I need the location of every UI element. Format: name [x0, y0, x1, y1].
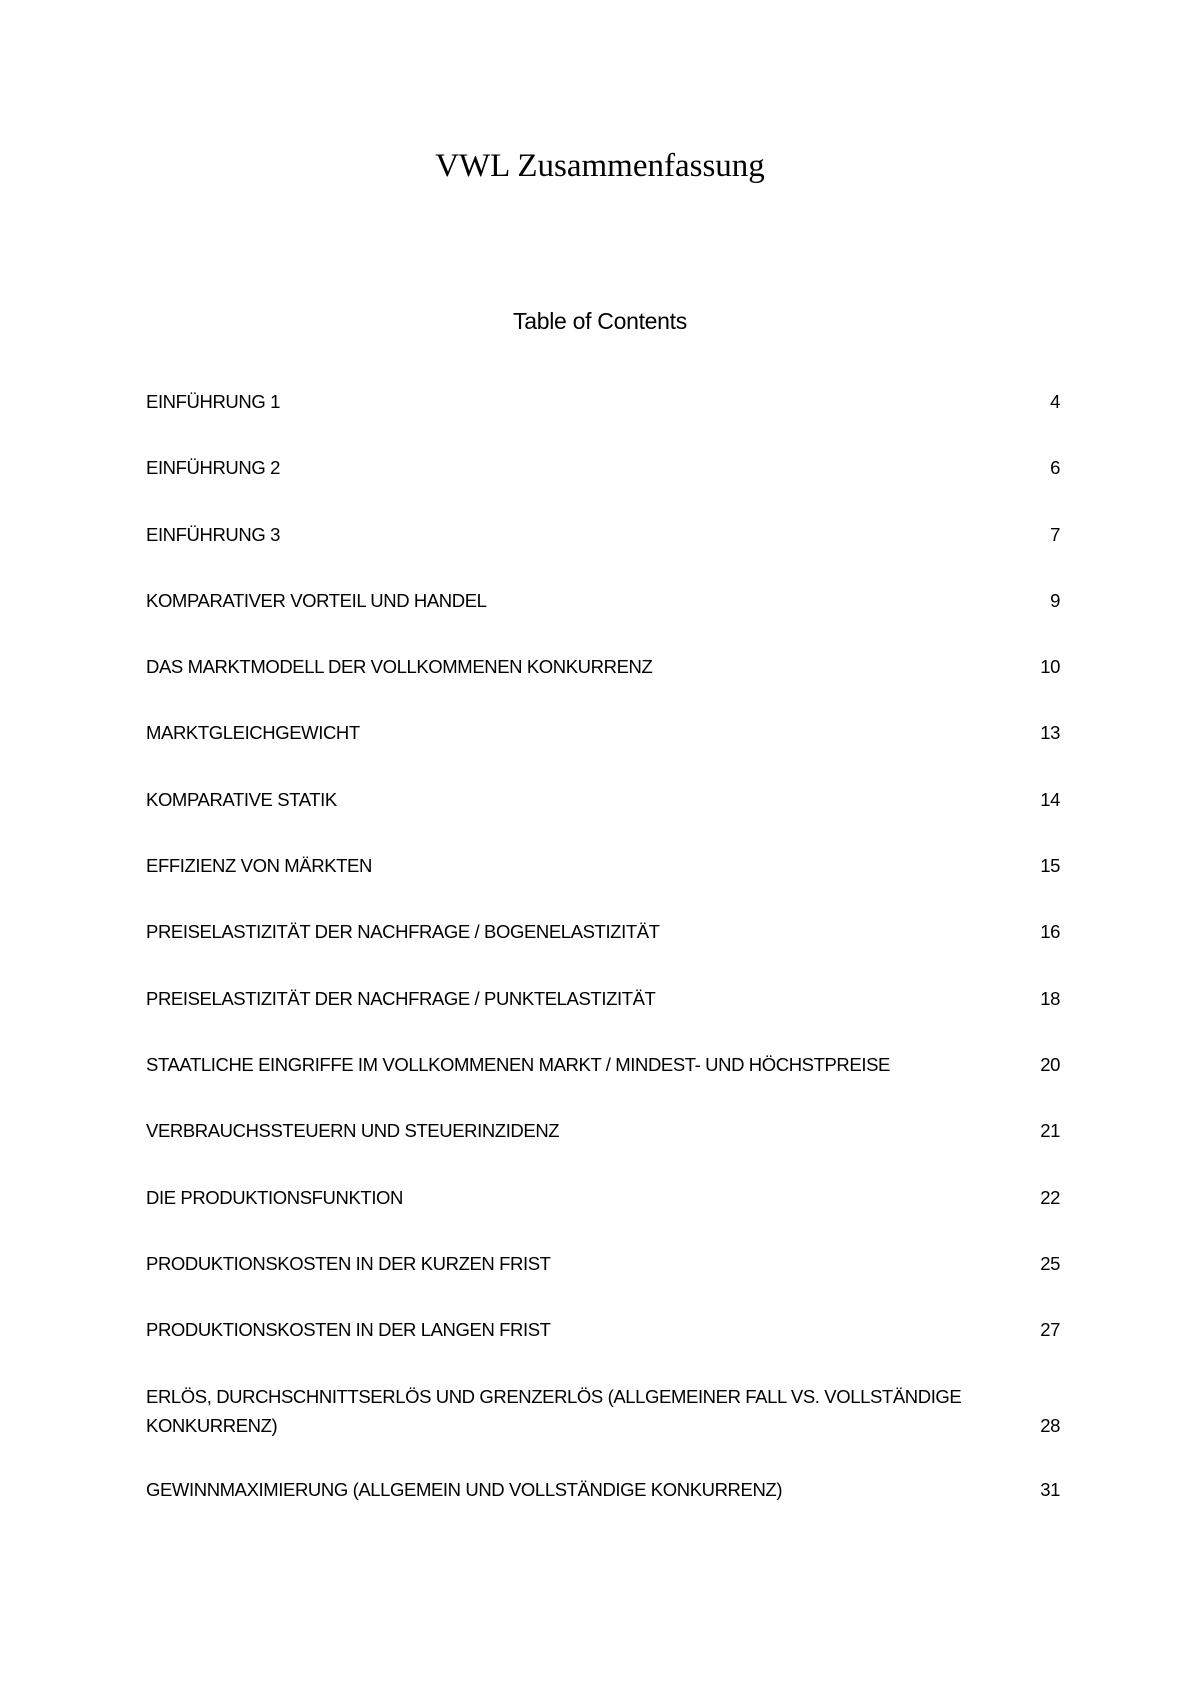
toc-entry-page-number: 6 — [1050, 457, 1060, 479]
toc-entry-page-number: 25 — [1040, 1252, 1060, 1274]
toc-entry-title: PREISELASTIZITÄT DER NACHFRAGE / BOGENELASTIZITÄT — [146, 921, 660, 943]
toc-entry-page-number: 4 — [1050, 391, 1060, 412]
toc-entry-title: STAATLICHE EINGRIFFE IM VOLLKOMMENEN MARKT / MINDEST- UND HÖCHSTPREISE — [146, 1053, 890, 1075]
toc-entry-title: PRODUKTIONSKOSTEN IN DER KURZEN FRIST — [146, 1252, 551, 1274]
toc-entry-page-number: 27 — [1040, 1319, 1060, 1341]
toc-entry-page-number: 9 — [1050, 589, 1060, 611]
toc-entry[interactable] — [146, 1246, 1060, 1278]
toc-entry-title: EINFÜHRUNG 2 — [146, 457, 280, 479]
toc-entry-page-number: 15 — [1040, 855, 1060, 877]
toc-entry-title: GEWINNMAXIMIERUNG (ALLGEMEIN UND VOLLSTÄNDIGE KONKURRENZ) — [146, 1479, 783, 1501]
toc-list — [146, 384, 1060, 1539]
toc-entry[interactable] — [146, 1113, 1060, 1145]
toc-entry-page-number: 10 — [1040, 656, 1060, 678]
toc-entry-title: MARKTGLEICHGEWICHT — [146, 722, 360, 744]
toc-entry-page-number: 13 — [1040, 722, 1060, 744]
toc-entry-page-number: 18 — [1040, 987, 1060, 1009]
toc-entry[interactable] — [146, 384, 1060, 416]
toc-entry-page-number: 14 — [1040, 788, 1060, 810]
toc-entry[interactable] — [146, 1180, 1060, 1212]
toc-entry-title: VERBRAUCHSSTEUERN UND STEUERINZIDENZ — [146, 1120, 560, 1142]
toc-entry-title: KOMPARATIVER VORTEIL UND HANDEL — [146, 589, 487, 611]
toc-entry[interactable] — [146, 1472, 1060, 1504]
toc-entry-page-number: 31 — [1040, 1479, 1060, 1501]
toc-entry-title: PRODUKTIONSKOSTEN IN DER LANGEN FRIST — [146, 1319, 551, 1341]
toc-entry[interactable] — [146, 649, 1060, 681]
toc-entry[interactable] — [146, 583, 1060, 615]
toc-entry-title: DIE PRODUKTIONSFUNKTION — [146, 1186, 404, 1208]
toc-entry-title: EINFÜHRUNG 3 — [146, 523, 280, 545]
toc-entry[interactable] — [146, 450, 1060, 482]
toc-heading: Table of Contents — [513, 308, 687, 334]
toc-entry-page-number: 22 — [1040, 1186, 1060, 1208]
toc-entry-title: ERLÖS, DURCHSCHNITTSERLÖS UND GRENZERLÖS (ALLGEMEINER FALL VS. VOLLSTÄNDIGE KONKURRENZ) — [146, 1386, 962, 1437]
toc-entry-page-number: 16 — [1040, 921, 1060, 943]
document-title: VWL Zusammenfassung — [435, 148, 765, 184]
toc-entry-title: PREISELASTIZITÄT DER NACHFRAGE / PUNKTELASTIZITÄT — [146, 987, 656, 1009]
toc-entry[interactable] — [146, 715, 1060, 747]
toc-entry-page-number: 7 — [1050, 523, 1060, 545]
toc-entry[interactable] — [146, 914, 1060, 946]
toc-entry[interactable] — [146, 782, 1060, 814]
toc-entry-page-number: 21 — [1040, 1120, 1060, 1142]
toc-entry-title: DAS MARKTMODELL DER VOLLKOMMENEN KONKURRENZ — [146, 656, 653, 678]
toc-entry-title: EFFIZIENZ VON MÄRKTEN — [146, 855, 372, 877]
toc-entry-title: KOMPARATIVE STATIK — [146, 788, 337, 810]
toc-entry[interactable] — [146, 1378, 1060, 1440]
toc-entry[interactable] — [146, 517, 1060, 549]
toc-entry[interactable] — [146, 1312, 1060, 1344]
toc-entry[interactable] — [146, 981, 1060, 1013]
toc-entry[interactable] — [146, 848, 1060, 880]
toc-entry-page-number: 20 — [1040, 1053, 1060, 1075]
toc-entry-page-number: 28 — [1040, 1415, 1060, 1437]
toc-entry-title: EINFÜHRUNG 1 — [146, 391, 280, 412]
toc-entry[interactable] — [146, 1047, 1060, 1079]
